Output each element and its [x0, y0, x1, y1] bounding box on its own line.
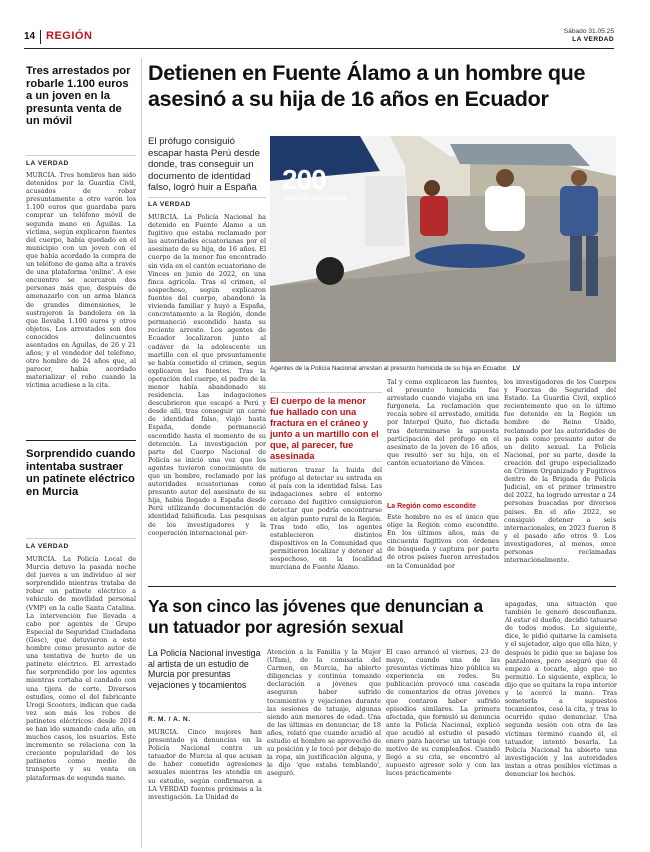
pullquote: El cuerpo de la menor fue hallado con una fractura en el cráneo y junto a un martillo con el que, al parecer, fue asesinada — [270, 396, 379, 461]
second-col2: Atención a la Familia y la Mujer (Ufam), de la comisaría del Carmen, en Murcia, ha abierto diligencias y continúa tomando declaración a jóvenes que aseguran haber sufrido tocamientos y vejaciones durante las sesiones de tatuaje, algunas siendo aún menores de edad. Una de las últimas en denunciar, de 18 años, relató que cuando acudió al estudio el hombre se aprovechó de su posición y le tocó por debajo de la ropa, sin justificación alguna, y le dijo 'que estaba temblando', aseguró. — [267, 648, 381, 778]
main-col1: MURCIA. La Policía Nacional ha detenido en Fuente Álamo a un fugitivo que estaba reclamado por las autoridades ecuatorianas por el asesinato de su hija, de 16 años. El cuerpo de la menor fue encontrado sin vida en el cantón ecuatoriano de Vinces en junio de 2022, en una finca agrícola. Tras el crimen, el sospechoso, según explicaron fuentes del cuerpo, abandonó la vivienda familiar y huyó a España, concretamente a la Región, donde permaneció escondido hasta su reciente arresto. Los agentes de Ecuador localizaron junto al cadáver de la adolescente un martillo con el que presuntamente se había cometido el crimen, según explicaron las fuentes. Tras la operación del cuerpo, el padre de la menor había abandonado su residencia. Las indagaciones descubrieron que escapó a Perú y desde allí, tras conseguir un carné de identidad falso, viajó hasta España, donde permaneció escondido hasta el momento de su detención. La investigación por parte del Cuerpo Nacional de Policía se inició una vez que los agentes tuvieron conocimiento de que un hombre, reclamado por las autoridades ecuatorianas como presunto autor del asesinato de su hija, había llegado a España desde Perú utilizando documentación de identidad falsificada. Las pesquisas de los investigadores y la cooperación internacional per- — [148, 213, 266, 537]
second-col4: apagadas, una situación que también le generó desconfianza. Al estar el dueño, decidió tatuarse de todos modos. Lo siguiente, dice, le pidió quitarse la camiseta y el sujetador, algo que ella hizo, y después le pidió que se bajase los pantalones, pero aseguró que él empezó a tocarle, algo que no permitió. Lo siguiente, explica, le dijo que se quitara la ropa interior y le acercó la mano. Tras someterla a supuestos tocamientos, cesó la cita, y tras lo ocurrido quiso denunciar. Una segunda sesión con otra de las víctimas terminó cuando él, el tatuador, intentó besarla. La Policía Nacional ha abierto una investigación y las autoridades instan a otras posibles víctimas a denunciar los hechos. — [505, 600, 617, 778]
main-headline: Detienen en Fuente Álamo a un hombre que asesinó a su hija de 16 años en Ecuador — [148, 61, 586, 111]
header-rule — [24, 48, 614, 49]
main-deck-rule — [148, 197, 266, 198]
main-col3b: Este hombre no es el único que elige la Región como escondite. En los últimos años, más de cincuenta fugitivos con órdenes de búsqueda y captura por parte de otros países fueron arrestados en la Comunidad por — [387, 513, 499, 570]
brief2-rule — [26, 538, 136, 539]
second-col1: MURCIA. Cinco mujeres han presentado ya denuncias en la Policía Nacional contra un tatuador de Murcia al que acusan de haber cometido agresiones sexuales mientras les atendía en su estudio, según confirmaron a LA VERDAD fuentes próximas a la investigación. La Unidad de — [148, 728, 262, 801]
main-col4: los investigadores de los Cuerpos y Fuerzas de Seguridad del Estado. La Guardia Civil, explicó recientemente que en lo último fue detenido en la Región un hombre de Reino Unido, reclamado por las autoridades de su país como presunto autor de un delito sexual. La Policía Nacional, por su parte, desde la creación del grupo especializado en Crimen Organizado y Fugitivos dentro de la Brigada de Policía Judicial, en el primer trimestre del 2022, ha logrado arrestar a 24 personas buscadas por diversos países. En el año 2022, se consiguió detener a seis internacionales, en 2023 fueron 8 y el pasado año otros 9. Los investigadores, al menos, once personas reclamadas internacionalmente. — [504, 378, 616, 565]
issue-date: Sábado 31.05.25 — [563, 28, 614, 35]
brief2-byline: LA VERDAD — [26, 543, 69, 550]
main-photo — [270, 136, 616, 362]
story-separator — [148, 586, 616, 587]
pullquote-rule-top — [270, 392, 382, 393]
main-col2: mitieron trazar la huida del prófugo al detectar su entrada en el país con la identidad falsa. Las indagaciones sobre el entorno cercano del fugitivo consiguieron detectar que podría encontrarse en algún punto rural de la Región. Tras todo ello, los agentes establecieron distintos dispositivos en la Comunidad que permitieron localizar y detener al sospechoso, en la localidad murciana de Fuente Álamo. — [270, 466, 382, 572]
brief2-text: MURCIA. La Policía Local de Murcia detuvo la pasada noche del jueves a un individuo al ser sorprendido mientras trataba de robar un patinete eléctrico a vehículo de movilidad personal (VMP) en la calle Santa Catalina. La intervención fue llevada a cabo por agentes de Grupo Especial de Seguridad Ciudadana (Gesc), que detuvieron a este hombre como presunto autor de una tentativa de hurto de un patinete eléctrico. El arrestado fue sorprendido por los agentes mientras cortaba el candado con una tijera de corte. Diversos estudios, como el del fabricante Urogi Scooters, indican que cada vez son más los robos de patinetes eléctricos: desde 2014 se han ido sumando cada año, en muchos casos, los usuarios. Este incremento se relaciona con la creciente popularidad de los patinetes como medio de transporte y su venta en plataformas de segunda mano. — [26, 555, 136, 782]
brief1-title: Tres arrestados por robarle 1.100 euros a un joven en la presunta venta de un móvil — [26, 65, 131, 128]
brief1-text: MURCIA. Tres hombres han sido detenidos por la Guardia Civil, acusados de robar presuntamente a otro varón los 1.100 euros que guardaba para comprar un teléfono móvil de segunda mano en Águilas. La víctima, según explicaron fuentes del cuerpo, había quedado en el municipio con un joven con el que había acordado la compra de un teléfono de gama alta a través de una plataforma 'online'. A ese encuentro se acercaron dos personas más que, después de amenazarlo con un arma blanca de grandes dimensiones, le sustrajeron la bandolera en la que llevaba 1.100 euros y otros objetos. Los arrestados son dos conocidos delincuentes asentados en Águilas, de 26 y 21 años; y el vendedor del teléfono, otro hombre de 24 años que, al parecer, había acordado materializar el robo cuando la víctima acudiese a la cita. — [26, 171, 136, 390]
paper-name: LA VERDAD — [572, 36, 614, 43]
second-headline: Ya son cinco las jóvenes que denuncian a un tatuador por agresión sexual — [148, 596, 483, 637]
pullquote-rule-bottom — [270, 461, 382, 462]
photo-credit: LV — [512, 365, 521, 372]
page-number: 14 — [24, 31, 36, 42]
second-deck: La Policía Nacional investiga al artista de un estudio de Murcia por presuntas vejaciones y tocamientos — [148, 648, 261, 690]
column-rule-left — [141, 58, 142, 848]
main-subhead: La Región como escondite — [387, 503, 477, 510]
main-deck: El prófugo consiguió escapar hasta Perú desde donde, tras conseguir un documento de identidad falso, logró huir a España — [148, 136, 261, 194]
photo-caption-text: Agentes de la Policía Nacional arrestan al presunto homicida de su hija en Ecuador. — [270, 365, 508, 372]
police-logo-number: 200 — [282, 164, 326, 195]
brief1-byline: LA VERDAD — [26, 160, 69, 167]
brief2-title: Sorprendido cuando intentaba sustraer un patinete eléctrico en Murcia — [26, 448, 136, 498]
main-col3a: Tal y como explicaron las fuentes, el presunto homicida fue arrestado cuando viajaba en una furgoneta. La reclamación que recaía sobre el arrestado, emitida por Interpol Quito, fue dictada tras determinarse la supuesta participación del prófugo en el asesinato de la joven de 16 años, que resultó ser su hija, en el cantón ecuatoriano de Vinces. — [387, 378, 499, 467]
police-logo-text: POLICÍA NACIONAL — [284, 196, 348, 202]
photo-caption — [270, 365, 616, 372]
main-byline: LA VERDAD — [148, 201, 191, 208]
second-col3: El caso arrancó el viernes, 23 de mayo, cuando una de las presuntas víctimas hizo pública su experiencia en redes. Su publicación provocó una cascada de comentarios de otras jóvenes que contaron haber sufrido episodios similares. La primera afectada, que formuló su denuncia ante la Policía Nacional, explicó que acudió al estudio el pasado enero para hacerse un tatuaje con motivo de su cumpleaños. Cuando llegó a su cita, se encontró al supuesto agresor solo y con las luces prácticamente — [386, 648, 500, 778]
second-deck-rule — [148, 712, 262, 713]
brief-separator — [26, 440, 136, 441]
section-divider — [40, 30, 41, 44]
brief1-rule — [26, 155, 136, 156]
police-logo — [282, 166, 356, 210]
second-byline: R. M. / A. N. — [148, 716, 191, 723]
section-label: REGIÓN — [46, 30, 93, 42]
page-header — [24, 30, 614, 46]
